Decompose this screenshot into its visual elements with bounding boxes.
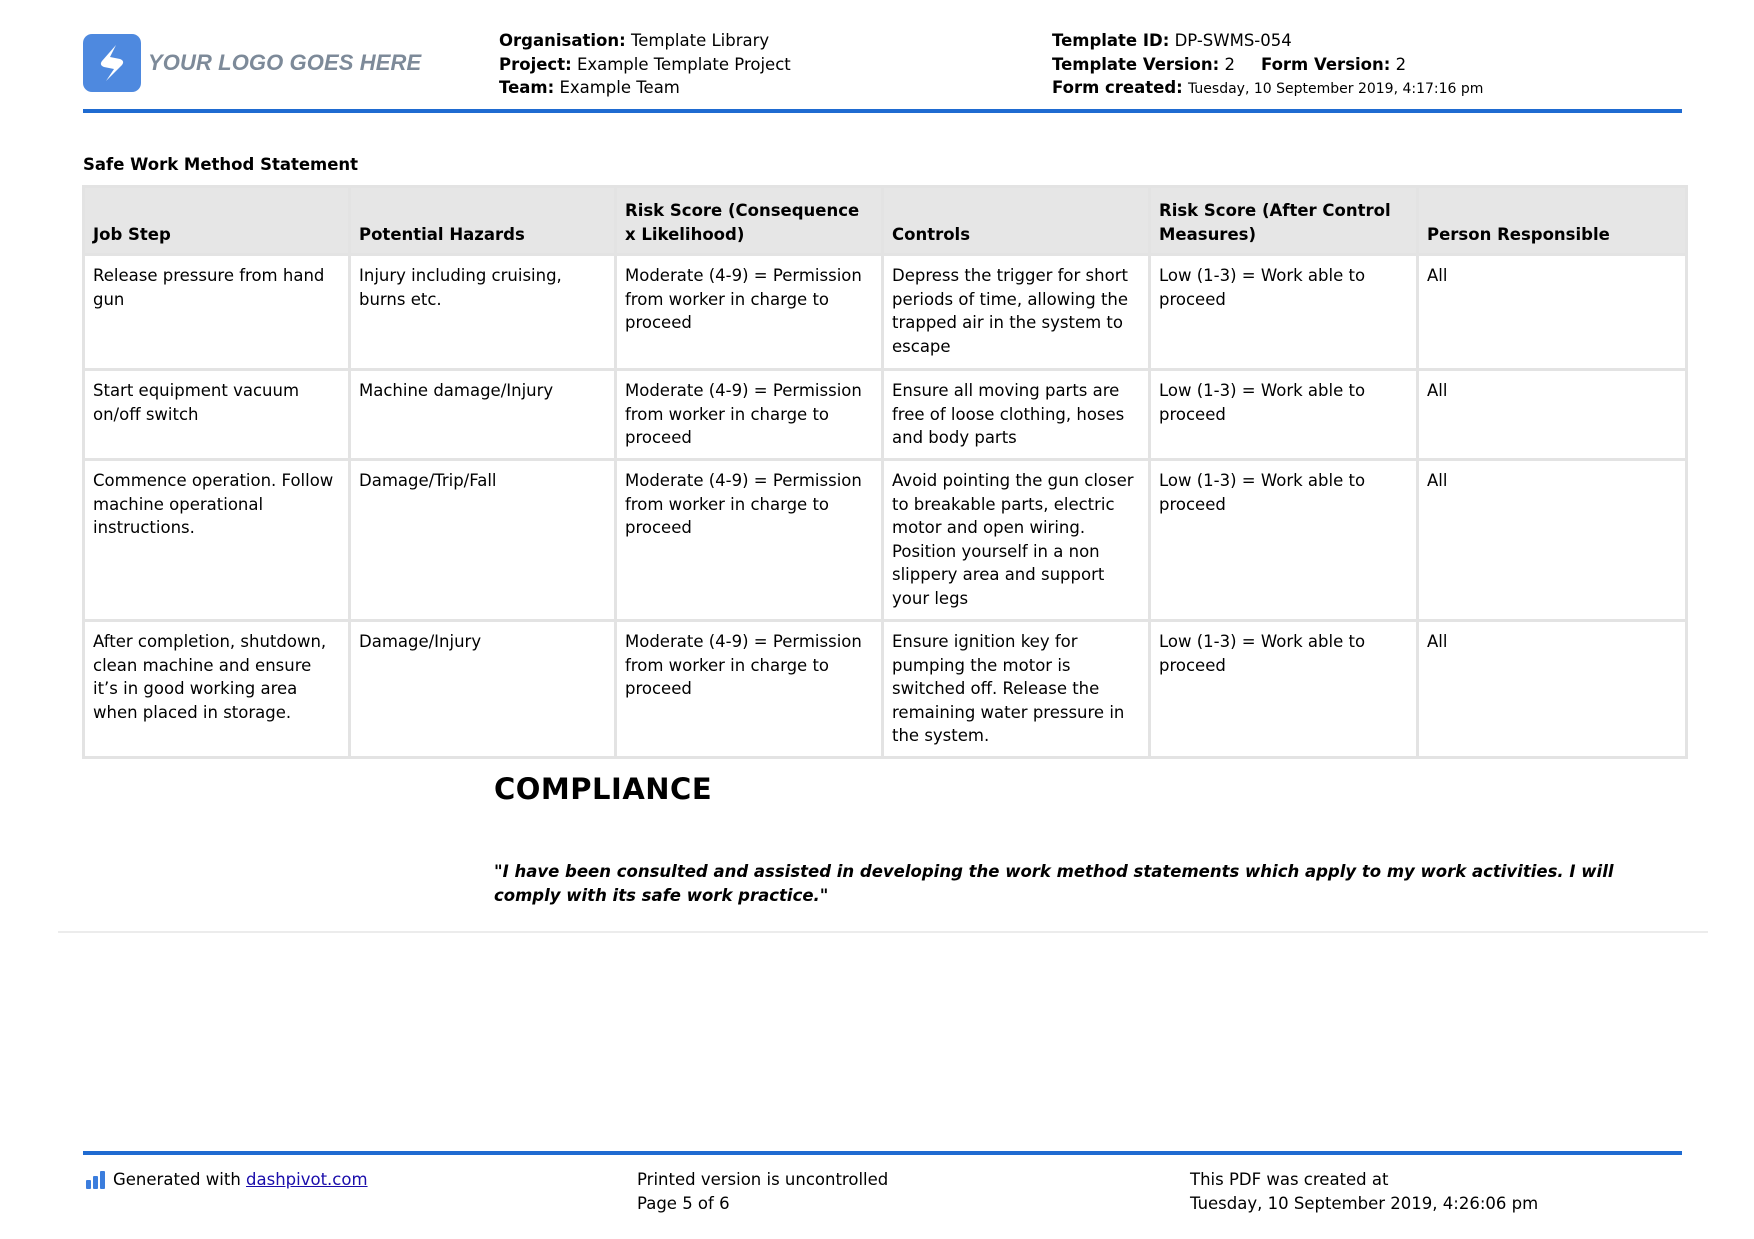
column-header-person-responsible: Person Responsible (1418, 187, 1687, 255)
controls-cell: Ensure all moving parts are free of loose clothing, hoses and body parts (883, 370, 1150, 460)
dashpivot-link[interactable]: dashpivot.com (246, 1170, 368, 1189)
version-line (1052, 53, 1483, 77)
table-row (84, 460, 1687, 621)
project-value: Example Template Project (576, 54, 791, 74)
logo-mark-icon (83, 34, 141, 92)
section-divider (58, 931, 1708, 933)
hazards-cell: Injury including cruising, burns etc. (350, 255, 616, 370)
job-step-cell: Commence operation. Follow machine operational instructions. (84, 460, 350, 621)
template-version-value: 2 (1224, 54, 1235, 74)
swms-table (82, 185, 1688, 759)
organisation-label: Organisation: (499, 31, 626, 50)
controls-cell: Avoid pointing the gun closer to breakable parts, electric motor and open wiring. Position yourself in a non slippery area and support your legs (883, 460, 1150, 621)
table-row (84, 621, 1687, 758)
form-version-value: 2 (1395, 54, 1407, 74)
risk-score-cell: Moderate (4-9) = Permission from worker in charge to proceed (616, 621, 883, 758)
form-created-label: Form created: (1052, 78, 1183, 97)
company-logo (83, 34, 421, 92)
form-created-line (1052, 76, 1483, 102)
header-template-info (1052, 29, 1483, 102)
person-responsible-cell: All (1418, 460, 1687, 621)
column-header-risk-score: Risk Score (Consequence x Likelihood) (616, 187, 883, 255)
column-header-job-step: Job Step (84, 187, 350, 255)
column-header-potential-hazards: Potential Hazards (350, 187, 616, 255)
pdf-created-label: This PDF was created at (1190, 1170, 1389, 1189)
organisation-line (499, 29, 791, 53)
form-version-label: Form Version: (1260, 54, 1391, 74)
compliance-statement: "I have been consulted and assisted in developing the work method statements which apply to my work activities. I will comply with its safe work practice." (494, 862, 1614, 905)
column-header-risk-score-after: Risk Score (After Control Measures) (1150, 187, 1418, 255)
section-title: Safe Work Method Statement (83, 155, 359, 174)
table-row (84, 255, 1687, 370)
organisation-value: Template Library (630, 31, 770, 50)
risk-score-after-cell: Low (1-3) = Work able to proceed (1150, 255, 1418, 370)
person-responsible-cell: All (1418, 621, 1687, 758)
team-line (499, 76, 791, 100)
hazards-cell: Damage/Trip/Fall (350, 460, 616, 621)
footer-generated (86, 1168, 368, 1192)
header-project-info (499, 29, 791, 100)
footer-pdf-created (1190, 1168, 1538, 1215)
risk-score-after-cell: Low (1-3) = Work able to proceed (1150, 370, 1418, 460)
risk-score-cell: Moderate (4-9) = Permission from worker in charge to proceed (616, 460, 883, 621)
job-step-cell: Start equipment vacuum on/off switch (84, 370, 350, 460)
risk-score-after-cell: Low (1-3) = Work able to proceed (1150, 621, 1418, 758)
job-step-cell: Release pressure from hand gun (84, 255, 350, 370)
table-row (84, 370, 1687, 460)
risk-score-after-cell: Low (1-3) = Work able to proceed (1150, 460, 1418, 621)
generated-prefix: Generated with (113, 1170, 247, 1189)
hazards-cell: Machine damage/Injury (350, 370, 616, 460)
hazards-cell: Damage/Injury (350, 621, 616, 758)
template-version-label: Template Version: (1052, 54, 1220, 74)
team-value: Example Team (559, 78, 680, 97)
form-created-value: Tuesday, 10 September 2019, 4:17:16 pm (1188, 81, 1484, 97)
table-header-row (84, 187, 1687, 255)
person-responsible-cell: All (1418, 255, 1687, 370)
risk-score-cell: Moderate (4-9) = Permission from worker in charge to proceed (616, 255, 883, 370)
person-responsible-cell: All (1418, 370, 1687, 460)
project-line (499, 53, 791, 77)
controls-cell: Ensure ignition key for pumping the motor is switched off. Release the remaining water pressure in the system. (883, 621, 1150, 758)
template-id-line (1052, 29, 1483, 53)
column-header-controls: Controls (883, 187, 1150, 255)
project-label: Project: (499, 54, 572, 74)
risk-score-cell: Moderate (4-9) = Permission from worker in charge to proceed (616, 370, 883, 460)
pdf-created-value: Tuesday, 10 September 2019, 4:26:06 pm (1190, 1193, 1539, 1213)
page-number: Page 5 of 6 (637, 1193, 730, 1213)
bar-chart-icon (86, 1171, 105, 1189)
team-label: Team: (499, 78, 555, 97)
controls-cell: Depress the trigger for short periods of time, allowing the trapped air in the system to escape (883, 255, 1150, 370)
compliance-heading: COMPLIANCE (494, 772, 713, 806)
printed-notice: Printed version is uncontrolled (637, 1170, 889, 1189)
header-divider (83, 109, 1682, 113)
job-step-cell: After completion, shutdown, clean machine and ensure it’s in good working area when placed in storage. (84, 621, 350, 758)
template-id-label: Template ID: (1052, 31, 1170, 50)
template-id-value: DP-SWMS-054 (1174, 31, 1292, 50)
logo-text: YOUR LOGO GOES HERE (148, 50, 422, 75)
footer-divider (83, 1151, 1682, 1155)
footer-print-info (637, 1168, 888, 1215)
